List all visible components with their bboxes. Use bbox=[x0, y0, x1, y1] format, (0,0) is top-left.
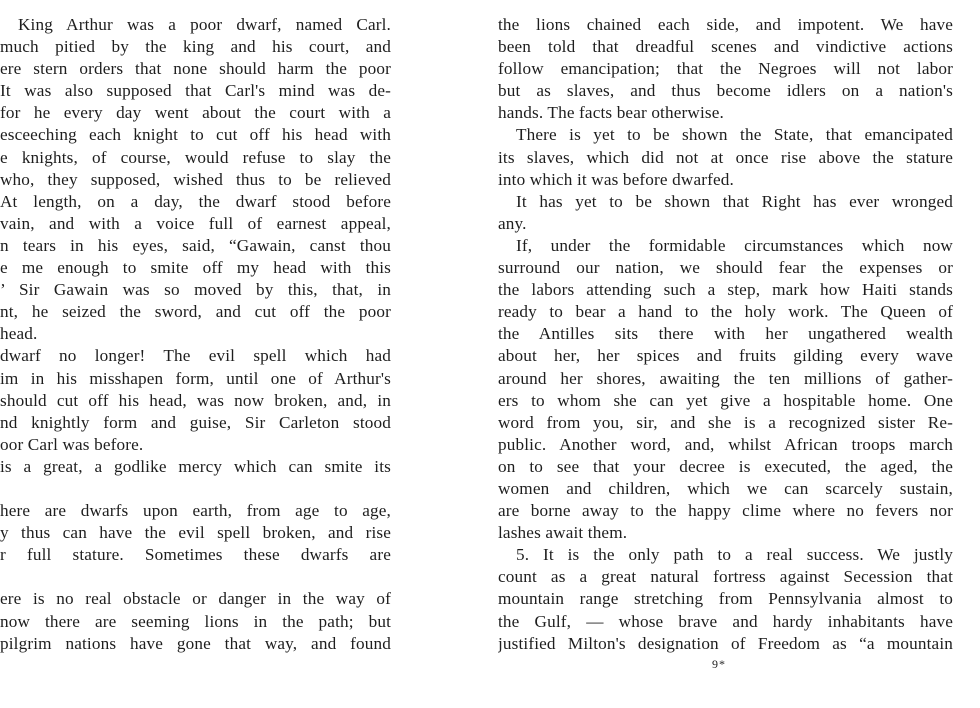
left-line: for he every day went about the court with a bbox=[0, 103, 391, 123]
left-line: head. bbox=[0, 324, 38, 344]
left-line: now there are seeming lions in the path; but bbox=[0, 611, 391, 631]
left-line: It was also supposed that Carl's mind was de- bbox=[0, 81, 391, 101]
right-line: the labors attending such a step, mark how Haiti stands bbox=[498, 280, 953, 300]
left-line: ere is no real obstacle or danger in the way of bbox=[0, 589, 391, 609]
right-line: follow emancipation; that the Negroes will not labor bbox=[498, 59, 953, 79]
right-line: been told that dreadful scenes and vindictive actions bbox=[498, 37, 953, 57]
right-line: word from you, sir, and she is a recognized sister Re- bbox=[498, 412, 953, 432]
left-line: ’ Sir Gawain was so moved by this, that, in bbox=[0, 280, 391, 300]
left-line: nt, he seized the sword, and cut off the poor bbox=[0, 302, 391, 322]
right-line: 5. It is the only path to a real success. We justly bbox=[516, 545, 953, 565]
right-line: ready to bear a hand to the holy work. The Queen of bbox=[498, 302, 953, 322]
right-line: surround our nation, we should fear the expenses or bbox=[498, 258, 953, 278]
left-line: nd knightly form and guise, Sir Carleton stood bbox=[0, 412, 391, 432]
right-line: around her shores, awaiting the ten millions of gather- bbox=[498, 368, 953, 388]
left-line: r full stature. Sometimes these dwarfs are bbox=[0, 545, 391, 565]
right-line: lashes await them. bbox=[498, 523, 628, 543]
left-line: oor Carl was before. bbox=[0, 434, 144, 454]
left-line: e knights, of course, would refuse to slay the bbox=[0, 147, 391, 167]
left-page-text bbox=[0, 14, 391, 655]
right-line: its slaves, which did not at once rise above the stature bbox=[498, 147, 953, 167]
left-line: pilgrim nations have gone that way, and found bbox=[0, 633, 391, 653]
right-line: but as slaves, and thus become idlers on a nation's bbox=[498, 81, 953, 101]
right-line: count as a great natural fortress against Secession that bbox=[498, 567, 953, 587]
left-line bbox=[0, 478, 391, 500]
left-line: should cut off his head, was now broken, and, in bbox=[0, 390, 391, 410]
left-line: vain, and with a voice full of earnest appeal, bbox=[0, 213, 391, 233]
right-line: on to see that your decree is executed, the aged, the bbox=[498, 456, 953, 476]
right-line: It has yet to be shown that Right has ever wronged bbox=[516, 191, 953, 211]
right-line: women and children, which we can scarcely sustain, bbox=[498, 478, 953, 498]
right-line: about her, her spices and fruits gilding every wave bbox=[498, 346, 953, 366]
left-line: here are dwarfs upon earth, from age to age, bbox=[0, 501, 391, 521]
right-line: If, under the formidable circumstances which now bbox=[516, 235, 953, 255]
right-line: mountain range stretching from Pennsylvania almost to bbox=[498, 589, 953, 609]
left-line: esceeching each knight to cut off his head with bbox=[0, 125, 391, 145]
left-line: n tears in his eyes, said, “Gawain, canst thou bbox=[0, 235, 391, 255]
left-line: much pitied by the king and his court, and bbox=[0, 37, 391, 57]
right-line: are borne away to the happy clime where no fevers nor bbox=[498, 501, 953, 521]
page-number: 9* bbox=[712, 657, 726, 671]
right-line: justified Milton's designation of Freedom as “a mountain bbox=[498, 633, 953, 653]
left-line: ere stern orders that none should harm the poor bbox=[0, 59, 391, 79]
right-page-text bbox=[498, 14, 953, 655]
right-line: the Antilles sits there with her ungathered wealth bbox=[498, 324, 953, 344]
right-line: the Gulf, — whose brave and hardy inhabitants have bbox=[498, 611, 953, 631]
left-line: im in his misshapen form, until one of Arthur's bbox=[0, 368, 391, 388]
left-line: dwarf no longer! The evil spell which had bbox=[0, 346, 391, 366]
right-line: hands. The facts bear otherwise. bbox=[498, 103, 724, 123]
left-line: King Arthur was a poor dwarf, named Carl. bbox=[18, 15, 391, 34]
left-line: y thus can have the evil spell broken, and rise bbox=[0, 523, 391, 543]
right-line: There is yet to be shown the State, that emancipated bbox=[516, 125, 953, 145]
left-line: e me enough to smite off my head with this bbox=[0, 258, 391, 278]
left-line: who, they supposed, wished thus to be relieved bbox=[0, 169, 391, 189]
left-line bbox=[0, 566, 391, 588]
right-line: the lions chained each side, and impotent. We have bbox=[498, 15, 953, 34]
right-line: into which it was before dwarfed. bbox=[498, 169, 734, 189]
right-line: ers to whom she can yet give a hospitable home. One bbox=[498, 390, 953, 410]
left-line: is a great, a godlike mercy which can smite its bbox=[0, 456, 391, 476]
left-line: At length, on a day, the dwarf stood before bbox=[0, 191, 391, 211]
right-line: any. bbox=[498, 213, 527, 233]
right-line: public. Another word, and, whilst African troops march bbox=[498, 434, 953, 454]
